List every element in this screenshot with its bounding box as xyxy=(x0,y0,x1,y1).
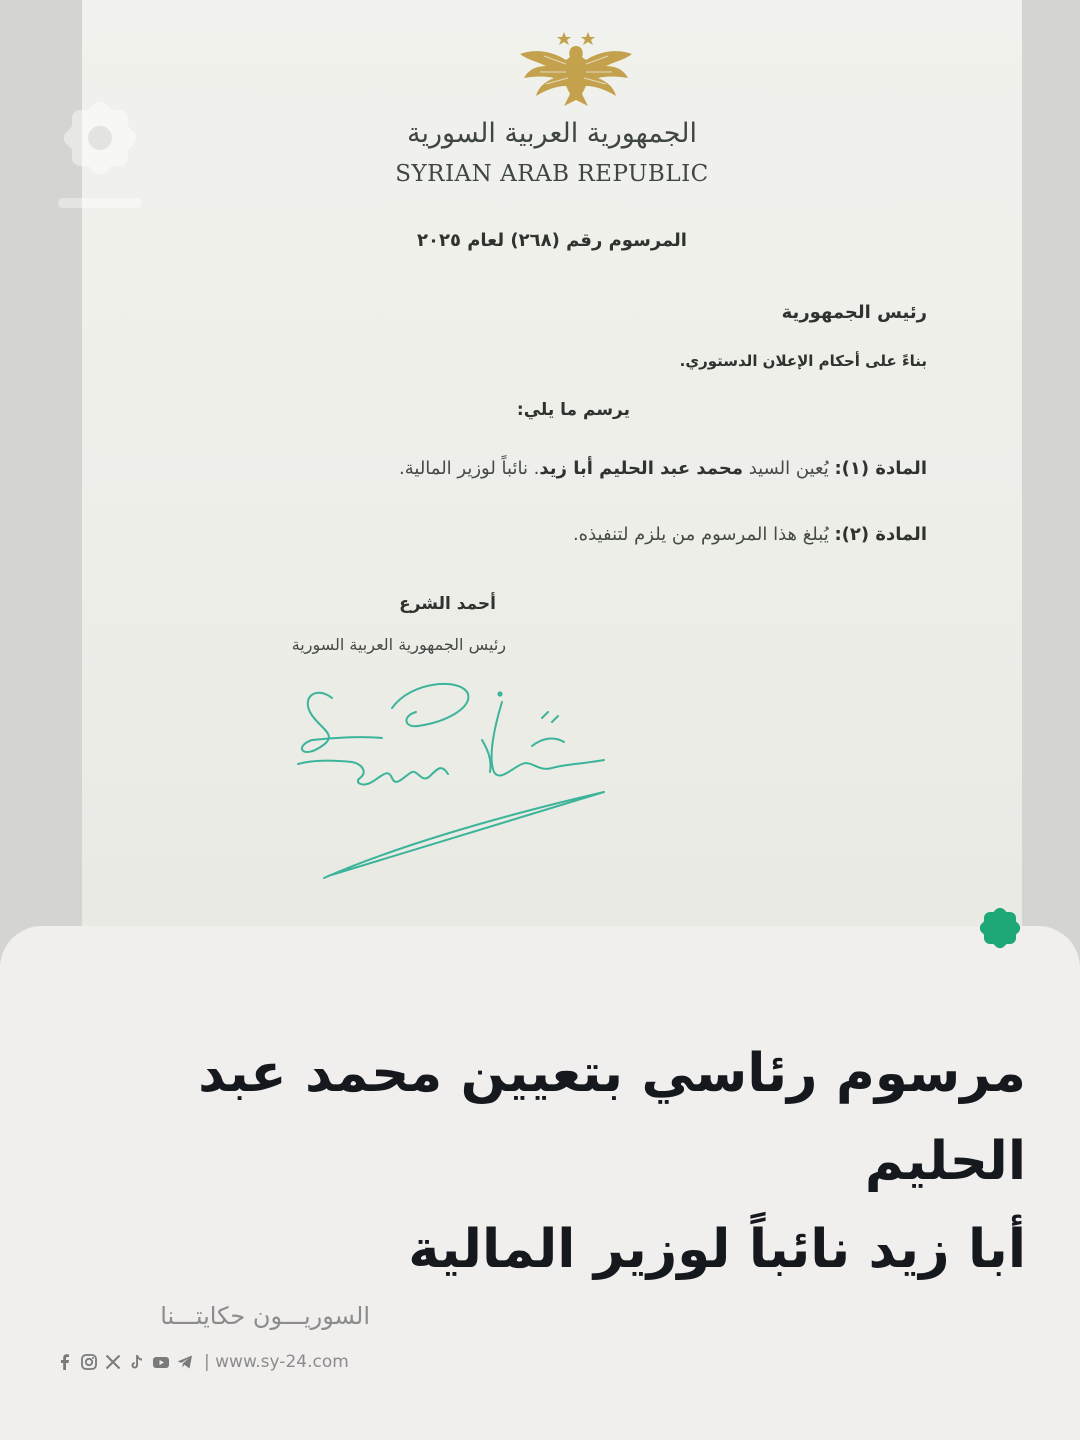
brand-watermark-icon xyxy=(50,88,150,228)
article-2-label: المادة (٢): xyxy=(834,524,927,545)
eagle-emblem-icon xyxy=(514,26,638,112)
tiktok-icon[interactable] xyxy=(128,1353,146,1371)
article-1-pre: يُعين السيد xyxy=(743,458,835,479)
brand-slogan: السوريـــون حكايتـــنا xyxy=(160,1302,370,1330)
decree-title: المرسوم رقم (٢٦٨) لعام ٢٠٢٥ xyxy=(417,230,687,251)
decrees-line: يرسم ما يلي: xyxy=(516,400,630,420)
headline-line-1: مرسوم رئاسي بتعيين محمد عبد الحليم xyxy=(198,1043,1026,1192)
headline xyxy=(90,1030,1026,1294)
handwritten-signature xyxy=(232,668,612,888)
instagram-icon[interactable] xyxy=(80,1353,98,1371)
article-1-label: المادة (١): xyxy=(834,458,927,479)
issuer-line: رئيس الجمهورية xyxy=(781,302,927,323)
header-arabic: الجمهورية العربية السورية xyxy=(407,118,697,149)
facebook-icon[interactable] xyxy=(56,1353,74,1371)
signer-title: رئيس الجمهورية العربية السورية xyxy=(291,635,506,654)
basis-line: بناءً على أحكام الإعلان الدستوري. xyxy=(679,352,927,370)
website-link[interactable]: | www.sy-24.com xyxy=(204,1352,349,1372)
headline-line-2: أبا زيد نائباً لوزير المالية xyxy=(408,1219,1026,1280)
social-links xyxy=(56,1352,349,1372)
header-english: SYRIAN ARAB REPUBLIC xyxy=(395,161,709,187)
article-2-text: يُبلغ هذا المرسوم من يلزم لتنفيذه. xyxy=(572,524,835,545)
article-1-post: . نائباً لوزير المالية. xyxy=(399,458,540,479)
article-2 xyxy=(573,524,927,545)
x-icon[interactable] xyxy=(104,1353,122,1371)
article-1 xyxy=(399,458,927,479)
article-1-name: محمد عبد الحليم أبا زيد xyxy=(539,458,744,479)
youtube-icon[interactable] xyxy=(152,1353,170,1371)
decree-document xyxy=(82,0,1022,1000)
telegram-icon[interactable] xyxy=(176,1353,194,1371)
signer-name: أحمد الشرع xyxy=(399,594,496,614)
green-badge-icon xyxy=(972,900,1028,956)
